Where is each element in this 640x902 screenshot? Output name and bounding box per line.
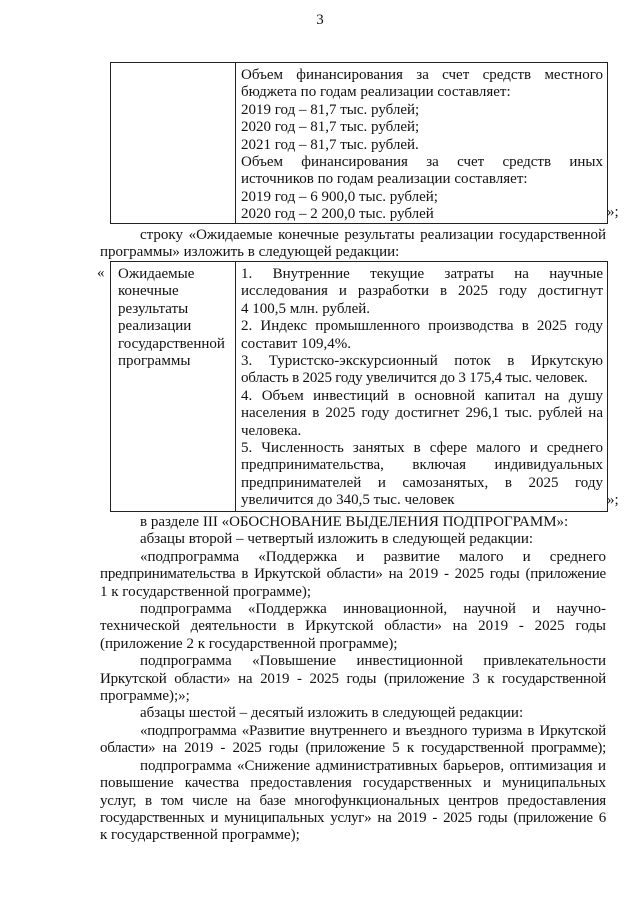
page-number: 3 (316, 12, 324, 28)
text-line: предпринимательства в Иркутской области» на 2019 - 2025 годы (приложение (100, 566, 606, 583)
text-line: подпрограмма «Снижение административных барьеров, оптимизация и (140, 757, 606, 774)
text-line: предпринимателей и самозанятых, в 2025 году (241, 474, 603, 491)
text-line: 4 100,5 млн. рублей. (241, 300, 371, 317)
results-label (118, 266, 233, 370)
text-line: программе);»; (100, 688, 190, 705)
text-line: конечные (118, 283, 179, 300)
text-line: технической деятельности в Иркутской области» на 2019 - 2025 годы (100, 618, 606, 635)
text-line: государственной (118, 335, 225, 352)
text-line: «подпрограмма «Развитие внутреннего и въездного туризма в Иркутской (140, 722, 606, 739)
text-line: (приложение 2 к государственной программе); (100, 635, 398, 652)
text-line: в разделе III «ОБОСНОВАНИЕ ВЫДЕЛЕНИЯ ПОДПРОГРАММ»: (140, 514, 569, 530)
text-line: абзацы шестой – десятый изложить в следующей редакции: (140, 705, 524, 722)
text-line: 2019 год – 6 900,0 тыс. рублей; (241, 188, 438, 205)
text-line: 4. Объем инвестиций в основной капитал на душу (241, 387, 603, 404)
text-line: область в 2025 году увеличится до 3 175,4 тыс. человек. (241, 370, 588, 387)
text-line: 5. Численность занятых в сфере малого и среднего (241, 440, 603, 457)
intro-paragraph (100, 227, 606, 262)
text-line: области» на 2019 - 2025 годы (приложение 5 к государственной программе); (100, 740, 606, 757)
amendments-text (100, 514, 606, 845)
opening-quote-mark: « (97, 265, 105, 281)
closing-quote-mark: »; (607, 204, 619, 220)
text-line: человека. (241, 422, 302, 439)
text-line: программы» изложить в следующей редакции: (100, 244, 400, 261)
text-line: предпринимательства, включая индивидуальных (241, 457, 603, 474)
text-line: программы (118, 353, 191, 370)
text-line: исследования и разработки в 2025 году достигнут (241, 283, 603, 300)
text-line: 2019 год – 81,7 тыс. рублей; (241, 101, 420, 118)
text-line: 2021 год – 81,7 тыс. рублей. (241, 136, 419, 153)
closing-quote-mark: »; (607, 492, 619, 508)
text-line: услуг, в том числе на базе многофункциональных центров предоставления (100, 792, 606, 809)
text-line: 2020 год – 81,7 тыс. рублей; (241, 119, 420, 136)
text-line: 2. Индекс промышленного производства в 2025 году (241, 318, 603, 335)
text-line: подпрограмма «Повышение инвестиционной привлекательности (140, 653, 606, 670)
results-text (241, 266, 603, 510)
financing-table (110, 62, 608, 224)
text-line: строку «Ожидаемые конечные результаты реализации государственной (140, 227, 606, 243)
text-line: повышение качества предоставления государственных и муниципальных (100, 775, 606, 792)
text-line: источников по годам реализации составляет: (241, 171, 528, 188)
text-line: 1. Внутренние текущие затраты на научные (241, 266, 603, 282)
text-line: государственных и муниципальных услуг» на 2019 - 2025 годы (приложение 6 (100, 809, 606, 826)
text-line: составит 109,4%. (241, 335, 351, 352)
text-line: 1 к государственной программе); (100, 583, 312, 600)
text-line: к государственной программе); (100, 827, 300, 844)
text-line: Ожидаемые (118, 266, 195, 282)
text-line: 2020 год – 2 200,0 тыс. рублей (241, 206, 434, 223)
text-line: 3. Туристско-экскурсионный поток в Иркутскую (241, 353, 603, 370)
table-column-divider (235, 63, 236, 223)
text-line: увеличится до 340,5 тыс. человек (241, 492, 455, 509)
text-line: «подпрограмма «Поддержка и развитие малого и среднего (140, 548, 606, 565)
table-column-divider (235, 262, 236, 511)
text-line: реализации (118, 318, 192, 335)
text-line: подпрограмма «Поддержка инновационной, научной и научно- (140, 601, 606, 618)
text-line: населения в 2025 году достигнет 296,1 тыс. рублей на (241, 405, 603, 422)
text-line: абзацы второй – четвертый изложить в следующей редакции: (140, 531, 534, 548)
text-line: результаты (118, 300, 189, 317)
financing-text (241, 67, 603, 224)
text-line: Объем финансирования за счет средств местного (241, 67, 603, 83)
text-line: Иркутской области» на 2019 - 2025 годы (приложение 3 к государственной (100, 670, 606, 687)
results-table (110, 261, 608, 512)
text-line: бюджета по годам реализации составляет: (241, 84, 511, 101)
text-line: Объем финансирования за счет средств иных (241, 154, 603, 171)
